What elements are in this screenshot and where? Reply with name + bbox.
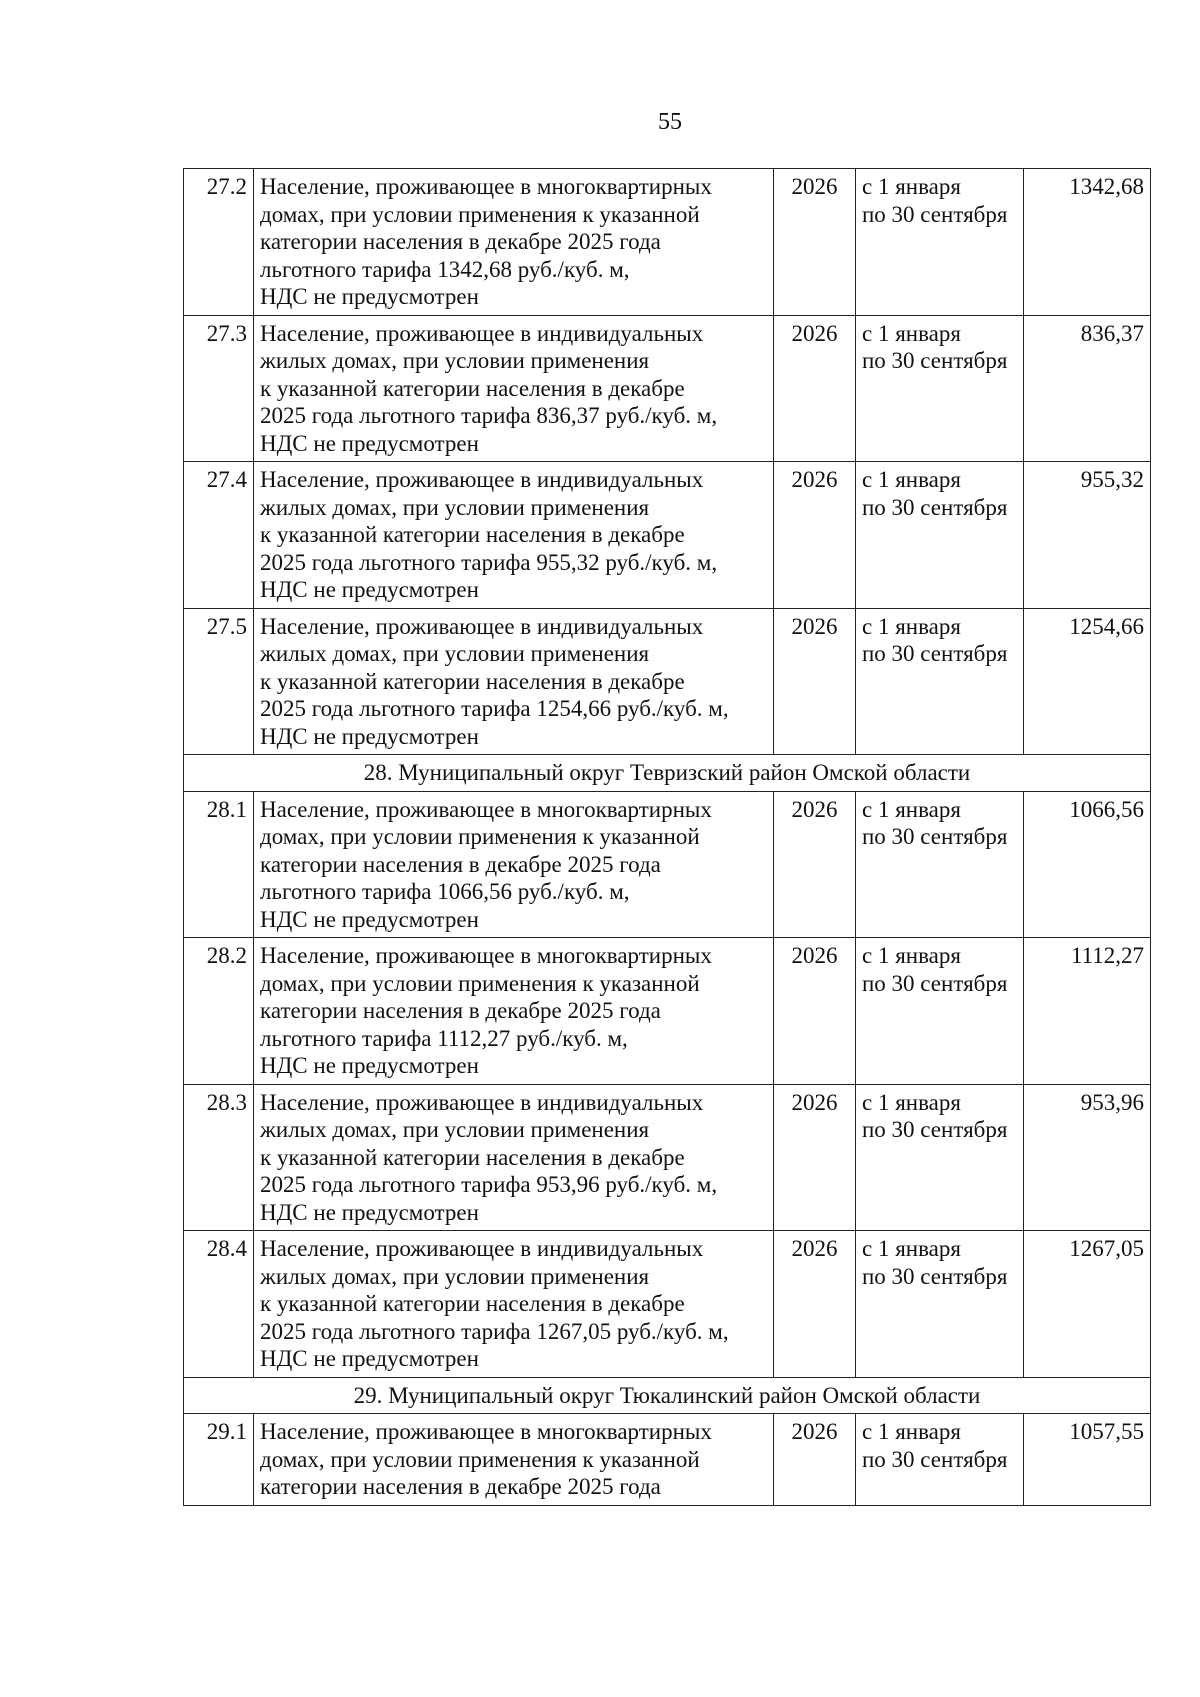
section-header-row [184,755,1151,792]
description-line: жилых домах, при условии применения [260,1263,650,1289]
row-period [856,1084,1024,1231]
description-line: НДС не предусмотрен [260,1346,479,1371]
period-line: с 1 января [862,320,961,346]
row-tariff-value: 1342,68 [1024,169,1151,316]
row-number: 27.3 [184,315,254,462]
page-number: 55 [658,109,682,135]
row-year: 2026 [774,608,856,755]
period-line: с 1 января [862,1419,961,1444]
period-line: с 1 января [862,1236,961,1261]
row-tariff-value: 1066,56 [1024,791,1151,938]
period-line: с 1 января [862,943,961,968]
description-line: Население, проживающее в многоквартирных [260,174,712,199]
row-number: 28.2 [184,938,254,1085]
description-line: Население, проживающее в многоквартирных [260,1419,712,1444]
row-description [254,791,774,938]
description-line: Население, проживающее в многоквартирных [260,796,712,822]
description-line: НДС не предусмотрен [260,1053,479,1078]
description-line: НДС не предусмотрен [260,723,479,749]
description-line: НДС не предусмотрен [260,1199,479,1225]
period-line: с 1 января [862,1089,961,1115]
row-number: 27.5 [184,608,254,755]
row-period [856,462,1024,609]
description-line: категории населения в декабре 2025 года [260,998,661,1023]
section-header-row [184,1377,1151,1414]
period-line: по 30 сентября [862,1263,1008,1289]
tariff-table-body [184,169,1151,1506]
description-line: НДС не предусмотрен [260,284,479,309]
period-line: по 30 сентября [862,641,1008,666]
description-line: 2025 года льготного тарифа 836,37 руб./куб. м, [260,403,718,428]
row-description [254,938,774,1085]
description-line: категории населения в декабре 2025 года [260,1474,661,1499]
row-description [254,462,774,609]
description-line: домах, при условии применения к указанной [260,970,700,996]
description-line: жилых домах, при условии применения [260,494,650,520]
description-line: к указанной категории населения в декабре [260,1144,685,1170]
description-line: к указанной категории населения в декабре [260,375,685,401]
row-period [856,315,1024,462]
row-number: 28.1 [184,791,254,938]
table-row [184,791,1151,938]
row-year: 2026 [774,169,856,316]
description-line: жилых домах, при условии применения [260,641,650,666]
tariff-table [183,168,1151,1506]
row-period [856,608,1024,755]
description-line: Население, проживающее в многоквартирных [260,943,712,968]
period-line: с 1 января [862,613,961,639]
row-year: 2026 [774,1414,856,1506]
description-line: к указанной категории населения в декабре [260,668,685,694]
period-line: с 1 января [862,174,961,199]
row-description [254,315,774,462]
description-line: 2025 года льготного тарифа 1267,05 руб./куб. м, [260,1318,729,1344]
row-period [856,1414,1024,1506]
period-line: с 1 января [862,796,961,822]
description-line: Население, проживающее в индивидуальных [260,613,704,639]
description-line: НДС не предусмотрен [260,577,479,602]
description-line: НДС не предусмотрен [260,430,479,456]
description-line: к указанной категории населения в декабре [260,522,685,547]
description-line: 2025 года льготного тарифа 955,32 руб./куб. м, [260,549,718,575]
description-line: жилых домах, при условии применения [260,1117,650,1142]
row-description [254,1084,774,1231]
description-line: 2025 года льготного тарифа 1254,66 руб./куб. м, [260,696,729,721]
description-line: льготного тарифа 1342,68 руб./куб. м, [260,256,630,282]
description-line: 2025 года льготного тарифа 953,96 руб./куб. м, [260,1172,718,1197]
row-year: 2026 [774,315,856,462]
period-line: по 30 сентября [862,1117,1008,1142]
row-number: 27.2 [184,169,254,316]
row-year: 2026 [774,1231,856,1378]
period-line: по 30 сентября [862,1446,1008,1472]
table-row [184,315,1151,462]
row-year: 2026 [774,791,856,938]
row-number: 28.3 [184,1084,254,1231]
row-tariff-value: 955,32 [1024,462,1151,609]
table-row [184,462,1151,609]
description-line: Население, проживающее в индивидуальных [260,320,704,346]
description-line: к указанной категории населения в декабре [260,1291,685,1316]
description-line: категории населения в декабре 2025 года [260,851,661,877]
row-number: 27.4 [184,462,254,609]
row-number: 28.4 [184,1231,254,1378]
row-year: 2026 [774,1084,856,1231]
description-line: категории населения в декабре 2025 года [260,229,661,254]
table-row [184,1084,1151,1231]
description-line: Население, проживающее в индивидуальных [260,1236,704,1261]
description-line: Население, проживающее в индивидуальных [260,467,704,492]
row-period [856,791,1024,938]
table-row [184,169,1151,316]
row-year: 2026 [774,462,856,609]
period-line: по 30 сентября [862,494,1008,520]
period-line: с 1 января [862,467,961,492]
description-line: домах, при условии применения к указанной [260,201,700,227]
description-line: льготного тарифа 1066,56 руб./куб. м, [260,879,630,904]
description-line: НДС не предусмотрен [260,906,479,932]
row-period [856,938,1024,1085]
row-tariff-value: 953,96 [1024,1084,1151,1231]
description-line: Население, проживающее в индивидуальных [260,1089,704,1115]
row-tariff-value: 1267,05 [1024,1231,1151,1378]
description-line: льготного тарифа 1112,27 руб./куб. м, [260,1025,628,1051]
row-description [254,1414,774,1506]
description-line: жилых домах, при условии применения [260,348,650,373]
table-row [184,608,1151,755]
row-tariff-value: 1254,66 [1024,608,1151,755]
table-row [184,938,1151,1085]
row-tariff-value: 1112,27 [1024,938,1151,1085]
period-line: по 30 сентября [862,970,1008,996]
row-period [856,169,1024,316]
row-description [254,169,774,316]
description-line: домах, при условии применения к указанной [260,1446,700,1472]
row-tariff-value: 1057,55 [1024,1414,1151,1506]
row-tariff-value: 836,37 [1024,315,1151,462]
description-line: домах, при условии применения к указанной [260,824,700,849]
period-line: по 30 сентября [862,348,1008,373]
table-row [184,1414,1151,1506]
row-year: 2026 [774,938,856,1085]
row-number: 29.1 [184,1414,254,1506]
row-description [254,608,774,755]
row-description [254,1231,774,1378]
table-row [184,1231,1151,1378]
period-line: по 30 сентября [862,201,1008,227]
row-period [856,1231,1024,1378]
section-title: 29. Муниципальный округ Тюкалинский район Омской области [184,1377,1151,1414]
section-title: 28. Муниципальный округ Тевризский район Омской области [184,755,1151,792]
period-line: по 30 сентября [862,824,1008,849]
